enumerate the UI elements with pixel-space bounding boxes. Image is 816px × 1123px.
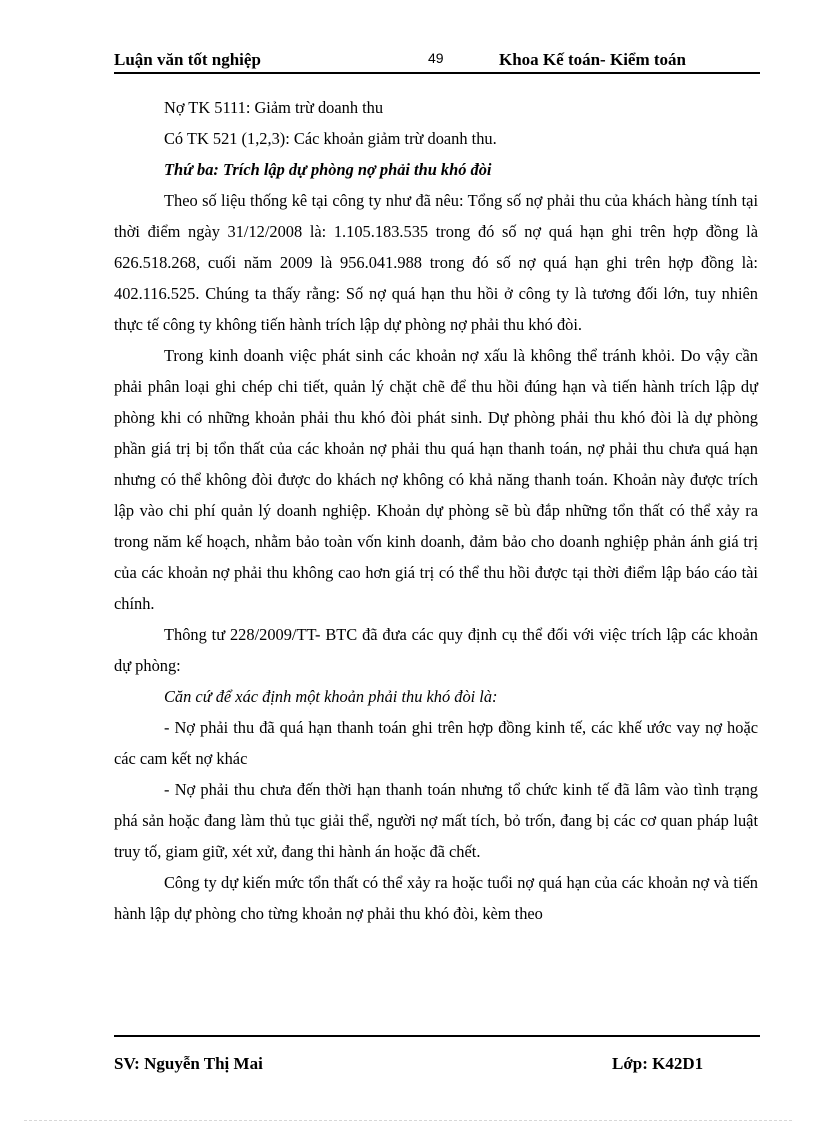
page-header — [114, 46, 760, 72]
italic-subheading: Căn cứ để xác định một khoản phải thu khó đòi là: — [164, 687, 498, 706]
page-number: 49 — [428, 50, 444, 66]
paragraph: Theo số liệu thống kê tại công ty như đã nêu: Tổng số nợ phải thu của khách hàng tính tại thời điểm ngày 31/12/2008 là: 1.105.183.535 trong đó số nợ quá hạn ghi trên hợp đồng là 626.518.268, cuối năm 2009 là 956.041.988 trong đó số nợ quá hạn ghi trên hợp đồng là: 402.116.525. Chúng ta thấy rằng: Số nợ quá hạn thu hồi ở công ty là tương đối lớn, tuy nhiên thực tế công ty không tiến hành trích lập dự phòng nợ phải thu khó đòi. — [114, 191, 758, 334]
header-thesis-title: Luận văn tốt nghiệp — [114, 50, 261, 69]
list-item: - Nợ phải thu chưa đến thời hạn thanh toán nhưng tổ chức kinh tế đã lâm vào tình trạng phá sản hoặc đang làm thủ tục giải thể, người nợ mất tích, bỏ trốn, đang bị các cơ quan pháp luật truy tố, giam giữ, xét xử, đang thi hành án hoặc đã chết. — [114, 780, 758, 861]
paragraph: Công ty dự kiến mức tổn thất có thể xảy ra hoặc tuổi nợ quá hạn của các khoản nợ và tiến hành lập dự phòng cho từng khoản nợ phải thu khó đòi, kèm theo — [114, 873, 758, 923]
header-divider — [114, 72, 760, 74]
paragraph: Thông tư 228/2009/TT- BTC đã đưa các quy định cụ thể đối với việc trích lập các khoản dự phòng: — [114, 625, 758, 675]
footer-class: Lớp: K42D1 — [612, 1054, 704, 1073]
paragraph-credit-entry: Có TK 521 (1,2,3): Các khoản giảm trừ doanh thu. — [164, 129, 497, 148]
paragraph-debit-entry: Nợ TK 5111: Giảm trừ doanh thu — [164, 98, 384, 117]
footer-student-name: SV: Nguyễn Thị Mai — [114, 1054, 263, 1073]
footer-divider — [114, 1035, 760, 1037]
section-heading: Thứ ba: Trích lập dự phòng nợ phải thu khó đòi — [164, 160, 492, 179]
page-footer — [114, 1054, 760, 1078]
document-body — [114, 92, 758, 929]
list-item: - Nợ phải thu đã quá hạn thanh toán ghi trên hợp đồng kinh tế, các khế ước vay nợ hoặc các cam kết nợ khác — [114, 718, 758, 768]
page-bottom-edge — [24, 1120, 792, 1121]
paragraph: Trong kinh doanh việc phát sinh các khoản nợ xấu là không thể tránh khỏi. Do vậy cần phải phân loại ghi chép chi tiết, quản lý chặt chẽ để thu hồi đúng hạn và tiến hành trích lập dự phòng khi có những khoản phải thu khó đòi phát sinh. Dự phòng phải thu khó đòi là dự phòng phần giá trị bị tổn thất của các khoản nợ phải thu quá hạn thanh toán, nợ phải thu chưa quá hạn nhưng có thể không đòi được do khách nợ không có khả năng thanh toán. Khoản này được trích lập vào chi phí quản lý doanh nghiệp. Khoản dự phòng sẽ bù đắp những tổn thất có thể xảy ra trong năm kế hoạch, nhằm bảo toàn vốn kinh doanh, đảm bảo cho doanh nghiệp phản ánh giá trị của các khoản nợ phải thu không cao hơn giá trị có thể thu hồi được tại thời điểm lập báo cáo tài chính. — [114, 346, 758, 613]
header-faculty: Khoa Kế toán- Kiểm toán — [499, 50, 686, 69]
